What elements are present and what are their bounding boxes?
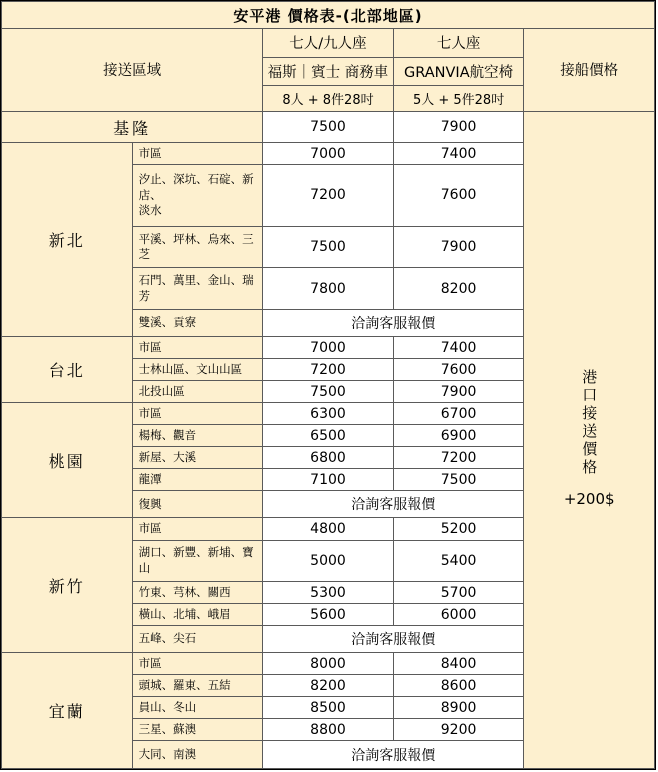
price-vehicle-1: 7100 <box>263 469 394 491</box>
quote-note: 洽詢客服報價 <box>263 309 524 336</box>
sub-area-label: 龍潭 <box>132 469 263 491</box>
price-vehicle-2: 6900 <box>393 425 524 447</box>
price-vehicle-1: 7200 <box>263 359 394 381</box>
price-vehicle-2: 5400 <box>393 540 524 582</box>
price-vehicle-2: 8900 <box>393 697 524 719</box>
boat-price-vertical-text: 港口接送價格 <box>580 369 599 478</box>
title-row <box>2 2 655 29</box>
price-vehicle-2: 7900 <box>393 111 524 142</box>
region-label: 宜蘭 <box>2 653 133 769</box>
boat-price-cell <box>524 111 655 768</box>
price-vehicle-2: 6000 <box>393 604 524 626</box>
price-vehicle-1: 7500 <box>263 111 394 142</box>
sub-area-label: 市區 <box>132 143 263 165</box>
sub-area-label: 頭城、羅東、五結 <box>132 675 263 697</box>
sub-area-label: 市區 <box>132 403 263 425</box>
sub-area-label: 復興 <box>132 491 263 518</box>
price-vehicle-1: 5000 <box>263 540 394 582</box>
price-vehicle-1: 7500 <box>263 226 394 268</box>
region-label: 新北 <box>2 143 133 337</box>
sub-area-label: 市區 <box>132 337 263 359</box>
header-vehicle-1-type: 七人/九人座 <box>263 29 394 58</box>
price-vehicle-2: 7400 <box>393 143 524 165</box>
quote-note: 洽詢客服報價 <box>263 491 524 518</box>
price-vehicle-2: 5700 <box>393 582 524 604</box>
sub-area-label: 雙溪、貢寮 <box>132 309 263 336</box>
price-table <box>1 1 655 769</box>
header-area-label: 接送區域 <box>2 29 263 112</box>
price-vehicle-2: 5200 <box>393 518 524 540</box>
price-vehicle-1: 8500 <box>263 697 394 719</box>
sub-area-label: 竹東、芎林、關西 <box>132 582 263 604</box>
sub-area-label: 湖口、新豐、新埔、寶山 <box>132 540 263 582</box>
price-vehicle-2: 7400 <box>393 337 524 359</box>
header-vehicle-2-model: GRANVIA航空椅 <box>393 57 524 86</box>
sub-area-label: 大同、南澳 <box>132 741 263 769</box>
price-vehicle-2: 7200 <box>393 447 524 469</box>
price-vehicle-2: 7600 <box>393 165 524 227</box>
sub-area-label: 五峰、尖石 <box>132 626 263 653</box>
region-label: 台北 <box>2 337 133 403</box>
sub-area-label: 三星、蘇澳 <box>132 719 263 741</box>
sub-area-label: 新屋、大溪 <box>132 447 263 469</box>
sub-area-label: 士林山區、文山山區 <box>132 359 263 381</box>
document-title: 安平港 價格表-(北部地區) <box>2 2 655 29</box>
price-vehicle-2: 6700 <box>393 403 524 425</box>
sub-area-label: 橫山、北埔、峨眉 <box>132 604 263 626</box>
header-vehicle-2-capacity: 5人 + 5件28吋 <box>393 86 524 112</box>
price-vehicle-1: 8800 <box>263 719 394 741</box>
price-vehicle-2: 7900 <box>393 226 524 268</box>
header-vehicle-1-capacity: 8人 + 8件28吋 <box>263 86 394 112</box>
price-vehicle-1: 7200 <box>263 165 394 227</box>
price-vehicle-1: 7800 <box>263 268 394 310</box>
price-vehicle-1: 8000 <box>263 653 394 675</box>
price-vehicle-1: 4800 <box>263 518 394 540</box>
region-label: 基隆 <box>2 111 263 142</box>
header-row-1 <box>2 29 655 58</box>
sub-area-label: 石門、萬里、金山、瑞芳 <box>132 268 263 310</box>
price-vehicle-2: 8600 <box>393 675 524 697</box>
sub-area-label: 汐止、深坑、石碇、新店、 淡水 <box>132 165 263 227</box>
price-vehicle-1: 6800 <box>263 447 394 469</box>
sub-area-label: 員山、冬山 <box>132 697 263 719</box>
sub-area-label: 楊梅、觀音 <box>132 425 263 447</box>
header-vehicle-2-type: 七人座 <box>393 29 524 58</box>
sub-area-label: 市區 <box>132 653 263 675</box>
price-vehicle-2: 9200 <box>393 719 524 741</box>
price-vehicle-2: 8200 <box>393 268 524 310</box>
table-row <box>2 111 655 142</box>
price-vehicle-1: 7000 <box>263 337 394 359</box>
header-vehicle-1-model: 福斯｜賓士 商務車 <box>263 57 394 86</box>
price-vehicle-1: 8200 <box>263 675 394 697</box>
price-vehicle-1: 6500 <box>263 425 394 447</box>
quote-note: 洽詢客服報價 <box>263 741 524 769</box>
price-vehicle-1: 5600 <box>263 604 394 626</box>
sub-area-label: 平溪、坪林、烏來、三芝 <box>132 226 263 268</box>
region-label: 新竹 <box>2 518 133 653</box>
price-vehicle-1: 7000 <box>263 143 394 165</box>
boat-price-surcharge: +200$ <box>563 489 615 508</box>
price-vehicle-1: 5300 <box>263 582 394 604</box>
sub-area-label: 市區 <box>132 518 263 540</box>
sub-area-label: 北投山區 <box>132 381 263 403</box>
price-vehicle-2: 7500 <box>393 469 524 491</box>
price-vehicle-2: 7900 <box>393 381 524 403</box>
header-boat-price: 接船價格 <box>524 29 655 112</box>
price-vehicle-1: 7500 <box>263 381 394 403</box>
price-vehicle-2: 8400 <box>393 653 524 675</box>
price-vehicle-1: 6300 <box>263 403 394 425</box>
region-label: 桃園 <box>2 403 133 518</box>
price-vehicle-2: 7600 <box>393 359 524 381</box>
quote-note: 洽詢客服報價 <box>263 626 524 653</box>
